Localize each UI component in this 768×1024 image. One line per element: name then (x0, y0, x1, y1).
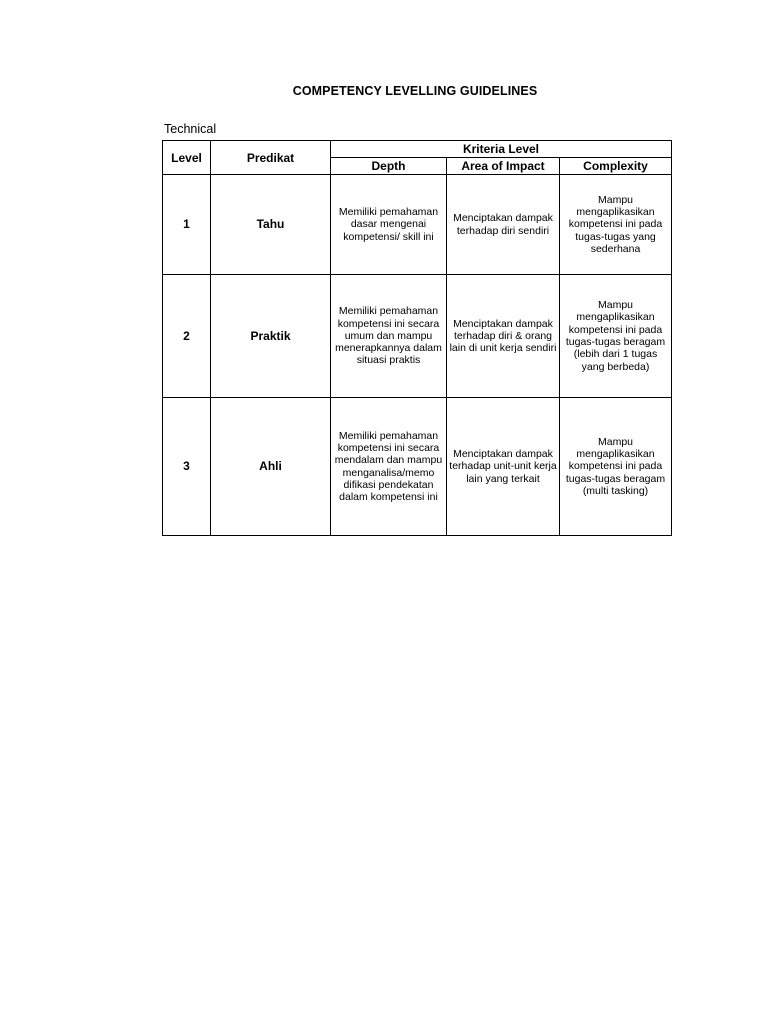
header-complexity: Complexity (560, 158, 672, 175)
header-area-of-impact: Area of Impact (447, 158, 560, 175)
predikat-cell: Tahu (211, 175, 331, 275)
level-cell: 1 (163, 175, 211, 275)
area-of-impact-cell: Menciptakan dampak terhadap diri & orang lain di unit kerja sendiri (447, 275, 560, 398)
depth-cell: Memiliki pemahaman kompetensi ini secara umum dan mampu menerapkannya dalam situasi praktis (331, 275, 447, 398)
header-predikat: Predikat (211, 141, 331, 175)
table-row (163, 175, 672, 275)
section-label: Technical (164, 122, 217, 136)
area-of-impact-cell: Menciptakan dampak terhadap unit-unit kerja lain yang terkait (447, 398, 560, 536)
header-kriteria-level: Kriteria Level (331, 141, 672, 158)
table-row (163, 398, 672, 536)
complexity-cell: Mampu mengaplikasikan kompetensi ini pada tugas-tugas beragam (multi tasking) (560, 398, 672, 536)
complexity-cell: Mampu mengaplikasikan kompetensi ini pada tugas-tugas yang sederhana (560, 175, 672, 275)
level-cell: 3 (163, 398, 211, 536)
document-title: COMPETENCY LEVELLING GUIDELINES (292, 84, 538, 98)
level-cell: 2 (163, 275, 211, 398)
depth-cell: Memiliki pemahaman dasar mengenai kompetensi/ skill ini (331, 175, 447, 275)
area-of-impact-cell: Menciptakan dampak terhadap diri sendiri (447, 175, 560, 275)
depth-cell: Memiliki pemahaman kompetensi ini secara mendalam dan mampu menganalisa/memo difikasi pendekatan dalam kompetensi ini (331, 398, 447, 536)
header-depth: Depth (331, 158, 447, 175)
table-header-row (163, 141, 672, 158)
header-level: Level (163, 141, 211, 175)
competency-table (162, 140, 672, 536)
predikat-cell: Ahli (211, 398, 331, 536)
predikat-cell: Praktik (211, 275, 331, 398)
complexity-cell: Mampu mengaplikasikan kompetensi ini pada tugas-tugas beragam (lebih dari 1 tugas yang berbeda) (560, 275, 672, 398)
table-row (163, 275, 672, 398)
